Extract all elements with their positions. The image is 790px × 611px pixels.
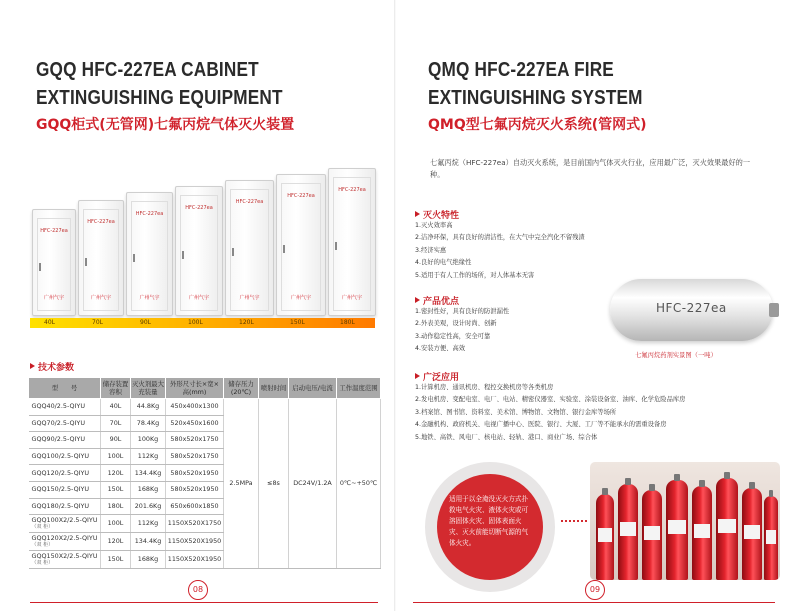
header-dimensions: 外形尺寸长×宽×高(mm): [166, 378, 224, 399]
cabinet-brand: 广州气宇: [239, 295, 260, 301]
capacity-label-70l: 70L: [92, 319, 103, 326]
section-marker-icon: [415, 211, 420, 217]
cell-dimensions: 580x520x1950: [166, 481, 224, 498]
cell-volume: 150L: [101, 481, 131, 498]
red-cylinder: [666, 480, 688, 580]
header-charge: 灭火剂最大充装量: [131, 378, 166, 399]
header-spray-time: 喷射时间: [259, 378, 289, 399]
cabinet-title-en-line1: GQQ HFC-227EA CABINET: [36, 59, 259, 81]
page-number-right: 09: [585, 580, 605, 600]
list-item: 5.地铁、高铁、风电厂、核电站、轻轨、港口、商业广场、综合体: [415, 433, 598, 441]
cell-volume: 100L: [101, 515, 131, 533]
cabinet-handle: [39, 263, 41, 271]
cell-model-sub: （双 柜）: [31, 523, 54, 530]
cabinet-mark: HFC-227ea: [135, 211, 164, 217]
header-pressure: 储存压力(20℃): [224, 378, 259, 399]
cylinder-tag: [744, 525, 760, 539]
list-item: 2.外表美观，设计时尚、创新: [415, 320, 497, 328]
cabinet-brand: 广州气宇: [139, 295, 160, 301]
cabinet-handle: [232, 248, 234, 256]
system-intro: 七氟丙烷（HFC-227ea）自动灭火系统，是目前国内气体灭火行业，应用最广泛，灭火效果最好的一种。: [430, 158, 751, 179]
applications-list: [415, 382, 685, 444]
cell-model: GQQ100/2.5-QIYU: [29, 448, 101, 465]
cabinet-door: [281, 183, 321, 311]
system-title-en-line2: EXTINGUISHING SYSTEM: [428, 87, 643, 109]
cell-volume: 70L: [101, 415, 131, 432]
cell-dimensions: 1150X520X1950: [166, 551, 224, 569]
cylinder-tag: [598, 528, 612, 542]
list-item: 3.档案馆、图书馆、资料室、美术馆、博物馆、文物馆、银行金库等场所: [415, 408, 617, 416]
right-page: [395, 0, 790, 611]
cell-charge: 100Kg: [131, 432, 166, 449]
cell-model-sub: （双 柜）: [31, 541, 54, 548]
cell-volume: 100L: [101, 448, 131, 465]
cell-dimensions: 1150X520X1750: [166, 515, 224, 533]
cell-dimensions: 580x520x1750: [166, 448, 224, 465]
cell-model: GQQ40/2.5-QIYU: [29, 399, 101, 416]
red-cylinder: [742, 488, 762, 580]
cabinet-mark: HFC-227ea: [235, 199, 264, 205]
cabinet-120l: [225, 180, 274, 316]
cylinder-label: HFC-227ea: [656, 301, 727, 315]
red-cylinder: [642, 490, 662, 580]
cylinder-neck: [724, 472, 731, 479]
cell-model: GQQ150/2.5-QIYU: [29, 481, 101, 498]
section-marker-icon: [415, 373, 420, 379]
dotted-connector: [561, 520, 587, 522]
cabinet-brand: 广州气宇: [341, 295, 362, 301]
cell-volume: 150L: [101, 551, 131, 569]
cylinder-tag: [620, 522, 636, 536]
cell-model: [29, 515, 101, 533]
spec-table: [28, 377, 381, 569]
advantages-list: [415, 306, 509, 356]
cell-dimensions: 520x450x1600: [166, 415, 224, 432]
cabinet-title-en-line2: EXTINGUISHING EQUIPMENT: [36, 87, 283, 109]
cylinder-tag: [644, 526, 660, 540]
cell-charge: 78.4Kg: [131, 415, 166, 432]
red-cylinder: [692, 486, 712, 580]
page-number-left: 08: [188, 580, 208, 600]
cell-dimensions: 450x400x1300: [166, 399, 224, 416]
capacity-label-100l: 100L: [188, 319, 203, 326]
cabinet-mark: HFC-227ea: [338, 187, 366, 193]
cell-model: [29, 533, 101, 551]
list-item: 4.金融机构、政府机关、电视广播中心、医院、银行、大厦、工厂等不能承水的需重设备房: [415, 421, 667, 429]
agent-cylinder-photo: [610, 275, 773, 345]
capacity-label-120l: 120L: [239, 319, 254, 326]
cell-model: GQQ180/2.5-QIYU: [29, 498, 101, 515]
cylinder-neck: [674, 474, 681, 481]
system-title-en-line1: QMQ HFC-227EA FIRE: [428, 59, 614, 81]
spec-section-heading: [30, 360, 74, 373]
cell-temperature: 0℃~+50℃: [337, 399, 381, 569]
cell-dimensions: 1150X520X1950: [166, 533, 224, 551]
cylinder-valve: [769, 303, 779, 317]
header-voltage: 启动电压/电流: [289, 378, 337, 399]
cell-volume: 120L: [101, 533, 131, 551]
cell-dimensions: 650x600x1850: [166, 498, 224, 515]
cylinder-neck: [625, 478, 631, 485]
list-item: 4.良好的电气绝缘性: [415, 259, 472, 267]
cabinet-lineup: [30, 170, 375, 330]
cylinder-neck: [699, 480, 705, 487]
cabinet-brand: 广州气宇: [188, 295, 209, 301]
cell-voltage: DC24V/1.2A: [289, 399, 337, 569]
cabinet-40l: [32, 209, 76, 316]
cylinder-tag: [718, 519, 736, 533]
cabinet-handle: [283, 245, 285, 253]
cell-volume: 90L: [101, 432, 131, 449]
red-cylinder: [596, 494, 614, 580]
list-item: 1.计算机房、通讯机房、程控交换机房等各类机房: [415, 384, 554, 391]
list-item: 4.安装方便、高效: [415, 345, 466, 353]
header-model: 型 号: [29, 378, 101, 399]
list-item: 1.灭火效率高: [415, 222, 453, 229]
cell-charge: 201.6Kg: [131, 498, 166, 515]
cylinder-room-photo: [590, 462, 780, 580]
cabinet-100l: [175, 186, 223, 316]
list-item: 3.经济实惠: [415, 246, 447, 254]
cabinet-handle: [85, 258, 87, 266]
cell-volume: 40L: [101, 399, 131, 416]
list-item: 1.密封性好，具有良好的防泄漏性: [415, 308, 510, 315]
capacity-label-180l: 180L: [340, 319, 355, 326]
cell-model-name: GQQ100X2/2.5-QIYU: [31, 515, 98, 524]
agent-cylinder: [610, 279, 773, 341]
cabinet-handle: [182, 251, 184, 259]
cell-charge: 134.4Kg: [131, 465, 166, 482]
cell-charge: 112Kg: [131, 448, 166, 465]
list-item: 2.洁净环保，具有良好的清洁性，在大气中完全汽化不留残渣: [415, 234, 585, 242]
cell-charge: 168Kg: [131, 551, 166, 569]
cabinet-150l: [276, 174, 326, 316]
cabinet-handle: [133, 254, 135, 262]
cell-charge: 134.4Kg: [131, 533, 166, 551]
section-marker-icon: [30, 363, 35, 369]
cylinder-caption: 七氟丙烷药剂实景图（一吨）: [635, 352, 717, 359]
capacity-label-40l: 40L: [44, 319, 55, 326]
features-title: 灭火特性: [423, 211, 460, 221]
cabinet-brand: 广州气宇: [290, 295, 311, 301]
cylinder-neck: [602, 488, 607, 495]
cylinder-neck: [769, 490, 773, 497]
cabinet-handle: [335, 242, 337, 250]
cylinder-tag: [766, 530, 776, 544]
cell-volume: 120L: [101, 465, 131, 482]
footer-rule-right: [413, 602, 775, 603]
cabinet-70l: [78, 200, 124, 316]
cell-charge: 112Kg: [131, 515, 166, 533]
cell-model: GQQ120/2.5-QIYU: [29, 465, 101, 482]
cell-charge: 44.8Kg: [131, 399, 166, 416]
applications-title: 广泛应用: [423, 373, 460, 383]
advantages-title: 产品优点: [423, 297, 460, 307]
cylinder-tag: [668, 520, 686, 534]
section-marker-icon: [415, 297, 420, 303]
red-cylinder: [716, 478, 738, 580]
cell-model: GQQ70/2.5-QIYU: [29, 415, 101, 432]
cell-model-sub: （双 柜）: [31, 559, 54, 566]
cabinet-brand: 广州气宇: [90, 295, 111, 301]
spec-section-title: 技术参数: [38, 363, 75, 373]
table-row: [29, 399, 381, 416]
cabinet-title-cn: GQQ柜式(无管网)七氟丙烷气体灭火装置: [36, 117, 295, 133]
cabinet-brand: 广州气宇: [43, 295, 64, 301]
cabinet-mark: HFC-227ea: [185, 205, 213, 211]
spec-table-header-row: [29, 378, 381, 399]
red-cylinder: [764, 496, 778, 580]
cell-spray-time: ≤8s: [259, 399, 289, 569]
cell-dimensions: 580x520x1950: [166, 465, 224, 482]
cell-dimensions: 580x520x1750: [166, 432, 224, 449]
cell-model: GQQ90/2.5-QIYU: [29, 432, 101, 449]
cylinder-neck: [649, 484, 655, 491]
capacity-label-150l: 150L: [290, 319, 305, 326]
cell-model-name: GQQ120X2/2.5-QIYU: [31, 533, 98, 542]
application-circle-text: 适用于以全淹没灭火方式扑救电气火灾、液体火灾或可溶固体火灾、固体表面火灾、灭火前能切断气源的气体火灾。: [449, 495, 529, 547]
system-title-cn: QMQ型七氟丙烷灭火系统(管网式): [428, 117, 647, 133]
cell-pressure: 2.5MPa: [224, 399, 259, 569]
capacity-label-90l: 90L: [140, 319, 151, 326]
cabinet-door: [333, 177, 371, 311]
features-list: [415, 220, 585, 282]
cabinet-mark: HFC-227ea: [40, 228, 68, 234]
header-temperature: 工作温度范围: [337, 378, 381, 399]
cylinder-tag: [694, 524, 710, 538]
cabinet-door: [230, 189, 269, 311]
header-volume: 储存装置容积: [101, 378, 131, 399]
list-item: 3.动作稳定性高，安全可靠: [415, 332, 491, 340]
cell-volume: 180L: [101, 498, 131, 515]
cell-charge: 168Kg: [131, 481, 166, 498]
cell-model: [29, 551, 101, 569]
cell-model-name: GQQ150X2/2.5-QIYU: [31, 551, 98, 560]
cabinet-mark: HFC-227ea: [287, 193, 315, 199]
list-item: 2.发电机房、变配电室、电厂、电站、精密仪器室、实验室、涂装设备室、油库、化学危险品库房: [415, 396, 686, 404]
cylinder-neck: [749, 482, 755, 489]
cabinet-180l: [328, 168, 376, 316]
cabinet-90l: [126, 192, 173, 316]
footer-rule-left: [30, 602, 378, 603]
cabinet-mark: HFC-227ea: [87, 219, 115, 225]
list-item: 5.适用于有人工作的场所，对人体基本无害: [415, 271, 535, 279]
red-cylinder: [618, 484, 638, 580]
